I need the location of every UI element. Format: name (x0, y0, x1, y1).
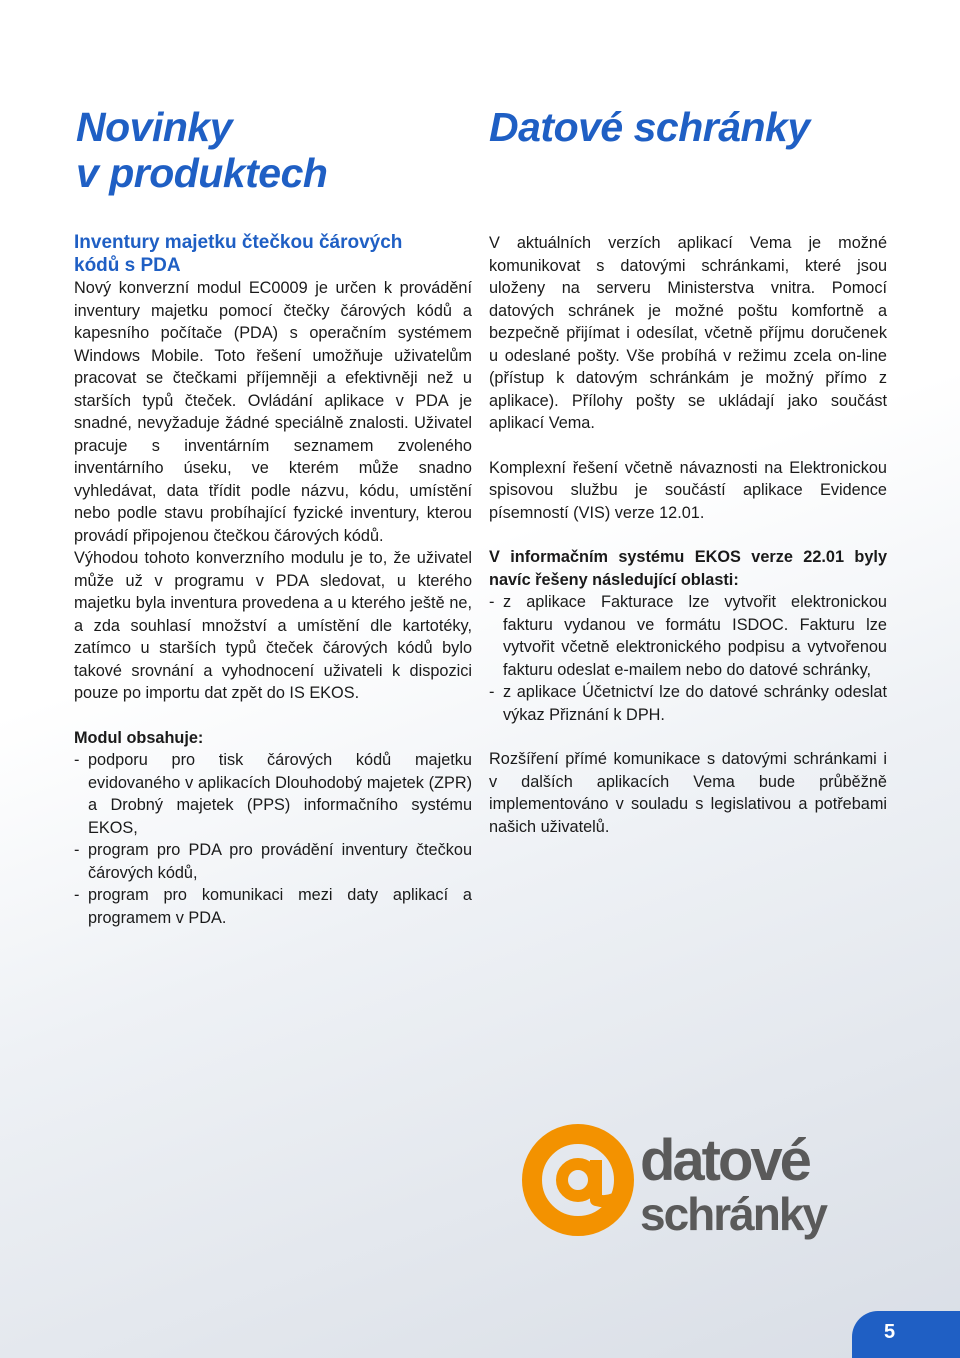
right-column (489, 232, 887, 838)
page-number: 5 (884, 1321, 896, 1343)
logo-line2: schránky (640, 1188, 827, 1240)
datove-paragraph-2: Komplexní řešení včetně návaznosti na Elektronickou spisovou službu je součástí aplikace Evidence písemností (VIS) verze 12.01. (489, 458, 887, 522)
ekos-heading: V informačním systému EKOS verze 22.01 byly navíc řešeny následující oblasti: (489, 548, 887, 589)
list-item: - program pro komunikaci mezi daty aplikací a programem v PDA. (74, 886, 472, 927)
at-sign-icon (532, 1134, 624, 1226)
left-title-line1: Novinky (76, 104, 232, 150)
inventory-subheading-line1: Inventury majetku čtečkou čárových (74, 232, 403, 253)
spacer (489, 435, 887, 457)
inventory-paragraph-2: Výhodou tohoto konverzního modulu je to, že uživatel může už v programu v PDA sledovat, u kterého majetku byla inventura provedena a u kterého ještě ne, a zda souhlasí množství a umístění dle kartotéky, zatímco u starších typů čteček čárových kódů bylo takové srovnání a vyhodnocení uživateli k dispozici pouze po importu dat zpět do IS EKOS. (74, 549, 472, 702)
module-list (74, 749, 472, 929)
inventory-subheading-line2: kódů s PDA (74, 255, 181, 276)
left-title-line2: v produktech (76, 150, 328, 196)
spacer (489, 524, 887, 546)
list-item: - z aplikace Fakturace lze vytvořit elektronickou fakturu vydanou ve formátu ISDOC. Fakturu lze vytvořit včetně elektronického podpisu a vytvořenou fakturu odeslat e-mailem nebo do datové schránky, (489, 593, 887, 679)
inventory-paragraph-1: Nový konverzní modul EC0009 je určen k provádění inventury majetku pomocí čtečky čárových kódů a kapesního počítače (PDA) s operačním systémem Windows Mobile. Toto řešení umožňuje uživatelům pracovat se čtečkami příjemněji a efektivněji než u starších typů čteček. Ovládání aplikace v PDA je snadné, nevyžaduje žádné speciálně znalosti. Uživatel pracuje s inventárním seznamem zvoleného inventárního úseku, ve kterém může snadno vyhledávat, data třídit podle názvu, kódu, umístění nebo podle stavu probíhající fyzické inventury, kterou provádí připojenou čtečkou čárových kódů. (74, 279, 472, 545)
ekos-list (489, 591, 887, 726)
datove-paragraph-3: Rozšíření přímé komunikace s datovými schránkami i v dalších aplikacích Vema bude průběžně implementováno v souladu s legislativou a potřebami našich uživatelů. (489, 750, 887, 836)
logo-line1: datové (640, 1128, 809, 1193)
spacer (74, 705, 472, 727)
left-column (74, 231, 472, 929)
left-section-title (76, 104, 456, 196)
datove-paragraph-1: V aktuálních verzích aplikací Vema je možné komunikovat s datovými schránkami, které jsou uloženy na serveru Ministerstva vnitra. Pomocí datových schránek je možné poštu komfortně a bezpečně přijímat i odesílat, včetně příjmu doručenek u odeslané pošty. Vše probíhá v režimu zcela on-line (přístup k datovým schránkám je možný přímo z aplikace). Přílohy pošty se ukládají jako součást aplikací Vema. (489, 234, 887, 432)
inventory-subheading (74, 231, 472, 277)
list-item: - z aplikace Účetnictví lze do datové schránky odeslat výkaz Přiznání k DPH. (489, 683, 887, 724)
datove-schranky-logo (520, 1122, 900, 1242)
at-sign-logo-icon (520, 1122, 900, 1242)
list-item: - podporu pro tisk čárových kódů majetku evidovaného v aplikacích Dlouhodobý majetek (ZPR) a Drobný majetek (PPS) informačního systému EKOS, (74, 751, 472, 837)
page-number-badge (852, 1311, 960, 1358)
right-section-title: Datové schránky (489, 104, 810, 150)
list-item: - program pro PDA pro provádění inventury čtečkou čárových kódů, (74, 841, 472, 882)
spacer (489, 726, 887, 748)
module-heading: Modul obsahuje: (74, 728, 204, 747)
